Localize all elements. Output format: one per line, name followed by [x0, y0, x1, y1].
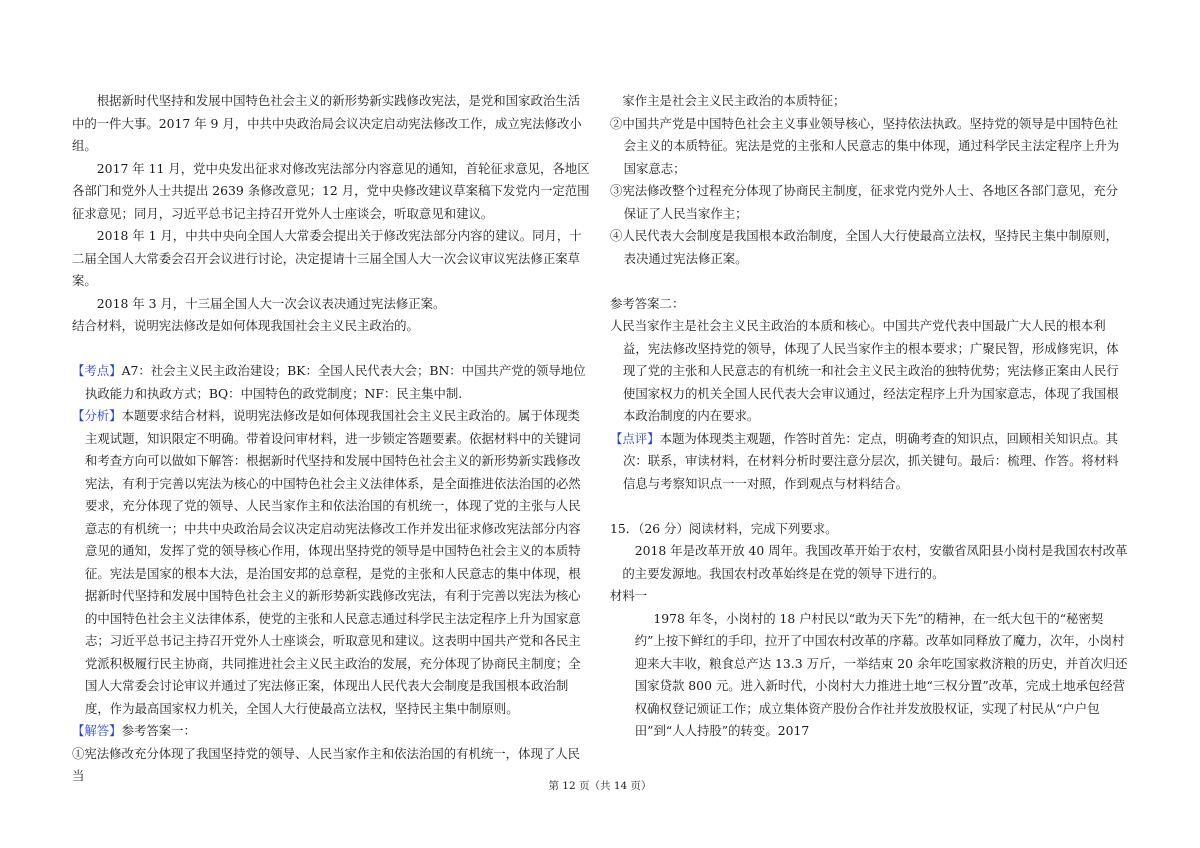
kaodian-tag: 【考点】 [72, 363, 122, 378]
dianping-tag: 【点评】 [610, 430, 660, 446]
material-paragraph-4: 2018 年 3 月，十三届全国人大一次会议表决通过宪法修正案。 [96, 295, 446, 311]
jieda-text: 参考答案一： [121, 723, 196, 738]
reference-answer-2-text: 人民当家作主是社会主义民主政治的本质和核心。中国共产党代表中国最广大人民的根本利益，宪法修改坚持党的领导，体现了人民当家作主的根本要求；广聚民智，形成修宪识，体现了党的主张和人民意志的有机统一和社会主义民主政治的独特优势；宪法修正案由人民行使国家权力的机关全国人民代表大会审议通过，经法定程序上升为国家意志，体现了我国根本政治制度的内在要求。 [610, 318, 1119, 423]
dianping-text: 本题为体现类主观题，作答时首先：定点，明确考查的知识点，回顾相关知识点。其次：联系，审读材料，在材料分析时要注意分层次，抓关键句。最后：梳理、作答。将材料信息与考察知识点一一对照，作到观点与材料结合。 [623, 430, 1119, 491]
spacer [72, 338, 592, 361]
material-1-label: 材料一 [610, 588, 648, 603]
kaodian-section [72, 360, 592, 405]
question-15-heading: 15．（26 分）阅读材料，完成下列要求。 [610, 520, 838, 536]
kaodian-text: A7：社会主义民主政治建设；BK：全国人民代表大会；BN：中国共产党的领导地位 执政能力和执政方式；BQ：中国特色的政党制度；NF：民主集中制. [85, 363, 586, 401]
jieda-section [72, 720, 592, 743]
answer-item-2: ②中国共产党是中国特色社会主义事业领导核心，坚持依法执政。坚持党的领导是中国特色社会主义的本质特征。宪法是党的主张和人民意志的集中体现，通过科学民主法定程序上升为国家意志； [610, 115, 1120, 176]
question-15-intro: 2018 年是改革开放 40 周年。我国改革开始于农村，安徽省凤阳县小岗村是我国农村改革的主要发源地。我国农村改革始终是在党的领导下进行的。 [622, 543, 1128, 581]
fenxi-tag: 【分析】 [72, 408, 122, 423]
material-paragraph-3: 2018 年 1 月，中共中央向全国人大常委会提出关于修改宪法部分内容的建议。同月，十二届全国人大常委会召开会议进行讨论，决定提请十三届全国人大一次会议审议宪法修正案草案。 [72, 228, 582, 288]
right-column [610, 90, 1130, 743]
material-paragraph-1: 根据新时代坚持和发展中国特色社会主义的新形势新实践修改宪法，是党和国家政治生活中的一件大事。2017 年 9 月，中共中央政治局会议决定启动宪法修改工作，成立宪法修改小组。 [72, 93, 582, 153]
answer-item-1-continued: 家作主是社会主义民主政治的本质特征； [622, 93, 846, 108]
jieda-tag: 【解答】 [72, 723, 122, 738]
spacer [610, 270, 1130, 293]
question-prompt: 结合材料，说明宪法修改是如何体现我国社会主义民主政治的。 [72, 318, 419, 333]
fenxi-text: 本题要求结合材料，说明宪法修改是如何体现我国社会主义民主政治的。属于体现类主观试题，知识限定不明确。带着设问审材料，进一步锁定答题要素。依据材料中的关键词和考查方向可以做如下解答：根据新时代坚持和发展中国特色社会主义的新形势新实践修改宪法，有利于完善以宪法为核心的中国特色社会主义法律体系，是全面推进依法治国的必然要求，充分体现了党的领导、人民当家作主和依法治国的有机统一，体现了党的主张与人民意志的有机统一；中共中央政治局会议决定启动宪法修改工作并发出征求修改宪法部分内容意见的通知，发挥了党的领导核心作用，体现出坚持党的领导是中国特色社会主义的本质特征。宪法是国家的根本大法，是治国安邦的总章程，是党的主张和人民意志的集中体现，根据新时代坚持和发展中国特色社会主义的新形势新实践修改宪法，有利于完善以宪法为核心的中国特色社会主义法律体系，使党的主张和人民意志通过科学民主法定程序上升为国家意志；习近平总书记主持召开党外人士座谈会，听取意见和建议。这表明中国共产党和各民主党派积极履行民主协商，共同推进社会主义民主政治的发展，充分体现了协商民主制度；全国人大常委会讨论审议并通过了宪法修正案，体现出人民代表大会制度是我国根本政治制度，作为最高国家权力机关，全国人大行使最高立法权，坚持民主集中制原则。 [85, 408, 581, 716]
material-1-text: 1978 年冬，小岗村的 18 户村民以“敢为天下先”的精神，在一纸大包干的“秘密契约”上按下鲜红的手印，拉开了中国农村改革的序幕。改革如同释放了魔力，次年，小岗村迎来大丰收，粮食总产达 13.3 万斤，一举结束 20 余年吃国家救济粮的历史，并首次归还国家贷款 800 元。进入新时代，小岗村大力推进土地“三权分置”改革，完成土地承包经营权确权登记颁证工作；成立集体资产股份合作社并发放股权证，实现了村民从“户户包田”到“人人持股”的转变。2017 [634, 610, 1128, 738]
spacer [610, 495, 1130, 518]
page-footer: 第 12 页（共 14 页） [548, 780, 652, 792]
material-paragraph-2: 2017 年 11 月，党中央发出征求对修改宪法部分内容意见的通知，首轮征求意见，各地区各部门和党外人士共提出 2639 条修改意见；12 月，党中央修改建议草案稿下发党内一定范围征求意见；同月，习近平总书记主持召开党外人士座谈会，听取意见和建议。 [72, 160, 590, 221]
answer-item-3: ③宪法修改整个过程充分体现了协商民主制度，征求党内党外人士、各地区各部门意见，充分保证了人民当家作主； [610, 183, 1119, 221]
fenxi-section [72, 405, 592, 720]
answer-item-4: ④人民代表大会制度是我国根本政治制度，全国人大行使最高立法权，坚持民主集中制原则，表决通过宪法修正案。 [610, 228, 1119, 266]
reference-answer-2-title: 参考答案二： [610, 295, 685, 311]
answer-item-1: ①宪法修改充分体现了我国坚持党的领导、人民当家作主和依法治国的有机统一，体现了人民当 [72, 745, 581, 783]
dianping-section [610, 428, 1130, 496]
left-column [72, 90, 592, 788]
